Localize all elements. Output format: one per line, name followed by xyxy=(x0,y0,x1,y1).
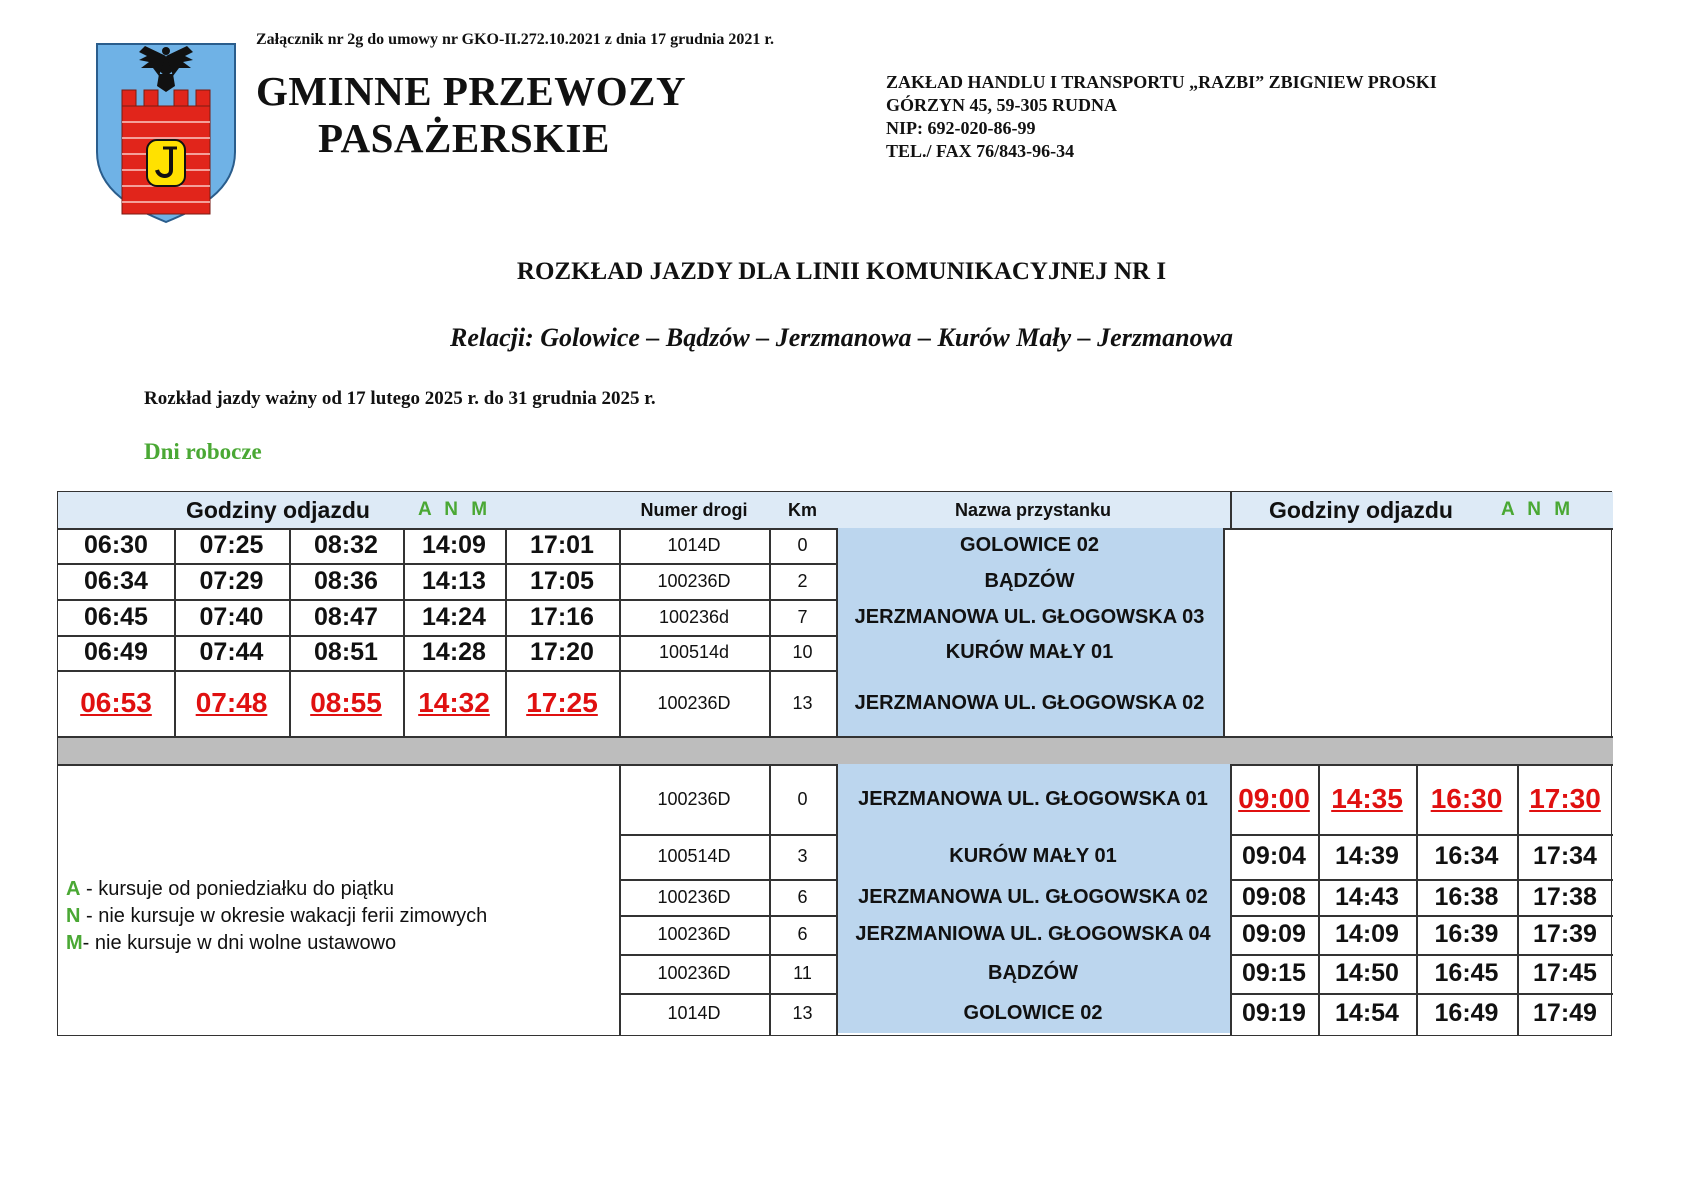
departure-time-text: 08:36 xyxy=(314,566,378,595)
road-number-text: 1014D xyxy=(667,535,721,555)
departure-time-text: 14:50 xyxy=(1335,959,1399,987)
departure-time-text: 16:34 xyxy=(1434,842,1499,870)
km-value xyxy=(769,993,836,1033)
departure-time-text: 08:47 xyxy=(314,602,378,631)
grid-line xyxy=(1517,764,1519,1036)
road-number-text: 100236D xyxy=(657,692,731,713)
departure-time xyxy=(289,599,403,635)
departure-time xyxy=(1416,915,1517,954)
grid-line xyxy=(403,528,405,736)
departure-time xyxy=(289,563,403,599)
stop-name-text: GOLOWICE 02 xyxy=(963,1001,1103,1024)
road-number xyxy=(619,635,769,670)
departure-time xyxy=(403,528,505,563)
km-value-text: 7 xyxy=(797,606,808,627)
departure-time xyxy=(403,563,505,599)
departure-time xyxy=(1318,915,1416,954)
departure-time xyxy=(1517,834,1613,879)
stop-name xyxy=(836,993,1230,1033)
page-title: ROZKŁAD JAZDY DLA LINII KOMUNIKACYJNEJ NR I xyxy=(516,258,1167,285)
legend xyxy=(66,876,487,957)
departure-time-text: 14:28 xyxy=(422,638,486,666)
departure-time-text: 14:13 xyxy=(422,566,486,595)
departure-time xyxy=(1416,764,1517,834)
departure-time-text: 09:08 xyxy=(1242,882,1306,911)
road-number-text: 100236D xyxy=(657,570,731,591)
departure-time-text: 17:38 xyxy=(1533,882,1597,911)
departure-time-text: 14:09 xyxy=(1335,920,1399,948)
km-value-text: 6 xyxy=(797,886,808,907)
departure-time-text: 08:32 xyxy=(314,531,378,559)
stop-name-text: JERZMANOWA UL. GŁOGOWSKA 03 xyxy=(854,605,1205,628)
grid-line xyxy=(1230,492,1232,528)
departure-time xyxy=(58,670,174,736)
departure-time xyxy=(58,635,174,670)
km-value-text: 3 xyxy=(797,846,808,866)
brand-line-2: PASAŻERSKIE xyxy=(318,115,610,161)
km-header-text: Km xyxy=(787,499,817,520)
km-value xyxy=(769,764,836,834)
stop-name xyxy=(836,635,1223,670)
departure-time xyxy=(1416,993,1517,1033)
stop-name-text: BĄDZÓW xyxy=(988,962,1078,984)
stop-name xyxy=(836,670,1223,736)
departure-time xyxy=(403,599,505,635)
km-value xyxy=(769,528,836,563)
departures-header-right xyxy=(1230,492,1613,528)
departure-time xyxy=(1230,993,1318,1033)
road-number-text: 100236D xyxy=(657,963,731,983)
grid-line xyxy=(505,528,507,736)
validity-note: Rozkład jazdy ważny od 17 lutego 2025 r. do 31 grudnia 2025 r. xyxy=(144,388,656,409)
departure-time-text: 14:54 xyxy=(1335,998,1399,1027)
departure-time xyxy=(289,670,403,736)
road-number-text: 100236d xyxy=(658,606,730,627)
departure-time-text: 07:25 xyxy=(199,531,264,559)
departure-time-text: 14:35 xyxy=(1331,783,1403,814)
stop-name xyxy=(836,528,1223,563)
departure-time xyxy=(505,528,619,563)
stop-name xyxy=(836,915,1230,954)
grid-line xyxy=(619,764,621,1036)
grid-line xyxy=(289,528,291,736)
road-number xyxy=(619,915,769,954)
stop-name-text: JERZMANOWA UL. GŁOGOWSKA 02 xyxy=(854,691,1205,714)
stop-name xyxy=(836,764,1230,834)
departure-time xyxy=(289,528,403,563)
departure-time xyxy=(1318,834,1416,879)
departure-time-text: 06:30 xyxy=(84,531,148,559)
departure-time xyxy=(1416,954,1517,993)
departure-time-text: 17:16 xyxy=(530,602,594,631)
km-value xyxy=(769,954,836,993)
company-name: ZAKŁAD HANDLU I TRANSPORTU „RAZBI” ZBIGNIEW PROSKI xyxy=(886,72,1437,92)
departure-time xyxy=(289,635,403,670)
km-value xyxy=(769,670,836,736)
departure-time-text: 17:49 xyxy=(1533,998,1597,1027)
legend-text: - kursuje od poniedziałku do piątku xyxy=(80,878,394,900)
km-value xyxy=(769,599,836,635)
km-value-text: 0 xyxy=(797,788,808,809)
departure-time xyxy=(1230,954,1318,993)
departure-time xyxy=(174,599,289,635)
road-number-text: 1014D xyxy=(667,1002,721,1023)
departure-time xyxy=(1517,764,1613,834)
departure-time-text: 06:34 xyxy=(84,566,148,595)
departure-time xyxy=(1318,879,1416,915)
departure-time-text: 14:32 xyxy=(418,687,490,718)
departure-time xyxy=(1230,834,1318,879)
departure-time xyxy=(1416,834,1517,879)
departure-time xyxy=(1517,993,1613,1033)
stop-name xyxy=(836,954,1230,993)
departure-time-text: 07:40 xyxy=(199,602,264,631)
road-number xyxy=(619,764,769,834)
company-phone: TEL./ FAX 76/843-96-34 xyxy=(886,141,1075,161)
attachment-note: Załącznik nr 2g do umowy nr GKO-II.272.10.2021 z dnia 17 grudnia 2021 r. xyxy=(256,31,774,48)
road-number xyxy=(619,563,769,599)
departure-time xyxy=(1318,993,1416,1033)
road-number xyxy=(619,670,769,736)
departure-time-text: 16:30 xyxy=(1430,783,1503,814)
stop-name-text: JERZMANOWA UL. GŁOGOWSKA 02 xyxy=(858,885,1208,908)
grid-line xyxy=(174,528,176,736)
stop-name-text: KURÓW MAŁY 01 xyxy=(945,641,1114,663)
company-nip: NIP: 692-020-86-99 xyxy=(886,118,1036,138)
departure-time-text: 17:20 xyxy=(530,638,594,666)
departure-time xyxy=(1517,879,1613,915)
stop-name-header xyxy=(836,492,1230,528)
departure-time-text: 17:05 xyxy=(530,566,594,595)
departures-header-left xyxy=(58,492,619,528)
stop-name xyxy=(836,834,1230,879)
legend-item xyxy=(66,930,487,957)
grid-line xyxy=(1223,528,1225,736)
stop-name-text: JERZMANOWA UL. GŁOGOWSKA 01 xyxy=(858,787,1208,810)
legend-key: N xyxy=(66,905,81,927)
road-number-text: 100236D xyxy=(657,886,731,907)
grid-line xyxy=(836,764,838,1036)
departure-time-text: 09:09 xyxy=(1242,920,1306,948)
departure-time xyxy=(174,670,289,736)
route-subtitle: Relacji: Golowice – Bądzów – Jerzmanowa – Kurów Mały – Jerzmanowa xyxy=(450,323,1233,352)
stop-name-header-text: Nazwa przystanku xyxy=(954,499,1112,520)
stop-name-text: KURÓW MAŁY 01 xyxy=(949,845,1117,867)
departure-time xyxy=(1230,764,1318,834)
stop-name xyxy=(836,879,1230,915)
grid-line xyxy=(836,528,838,736)
departure-time xyxy=(174,635,289,670)
departure-time xyxy=(403,635,505,670)
departure-time-text: 17:30 xyxy=(1529,783,1601,814)
departure-time xyxy=(1517,954,1613,993)
km-header xyxy=(769,492,836,528)
road-number-header xyxy=(619,492,769,528)
departures-header-label: Godziny odjazdu xyxy=(185,496,370,523)
brand-line-1: GMINNE PRZEWOZY xyxy=(256,68,687,114)
road-number xyxy=(619,993,769,1033)
stop-name-text: BĄDZÓW xyxy=(984,569,1075,592)
stop-name-text: GOLOWICE 02 xyxy=(960,534,1099,556)
departure-time xyxy=(58,563,174,599)
company-address: GÓRZYN 45, 59-305 RUDNA xyxy=(886,95,1117,115)
departure-time xyxy=(505,670,619,736)
coat-of-arms-icon xyxy=(95,42,237,224)
road-number-text: 100236D xyxy=(657,924,731,944)
departure-time xyxy=(58,599,174,635)
brand-title xyxy=(256,68,686,162)
departure-time-text: 16:39 xyxy=(1434,920,1499,948)
departure-time-text: 17:01 xyxy=(530,531,594,559)
departure-time-text: 09:15 xyxy=(1242,959,1306,987)
departure-time xyxy=(505,599,619,635)
km-value xyxy=(769,834,836,879)
anm-marker: A N M xyxy=(1500,499,1575,520)
legend-text: - nie kursuje w dni wolne ustawowo xyxy=(82,932,397,954)
departure-time xyxy=(174,528,289,563)
departure-time xyxy=(1318,954,1416,993)
legend-text: - nie kursuje w okresie wakacji ferii zimowych xyxy=(80,905,488,927)
road-number xyxy=(619,528,769,563)
departure-time-text: 08:55 xyxy=(310,687,382,718)
departure-time-text: 14:24 xyxy=(422,602,486,631)
legend-item xyxy=(66,876,487,903)
km-value-text: 6 xyxy=(797,924,808,944)
grid-line xyxy=(58,736,1613,738)
anm-marker: A N M xyxy=(417,499,492,520)
road-number-header-text: Numer drogi xyxy=(640,499,748,520)
km-value-text: 10 xyxy=(792,642,813,662)
km-value-text: 0 xyxy=(797,535,808,555)
company-info xyxy=(886,71,1437,163)
departure-time xyxy=(505,563,619,599)
grid-line xyxy=(1318,764,1320,1036)
departure-time xyxy=(505,635,619,670)
stop-name xyxy=(836,563,1223,599)
departure-time-text: 06:53 xyxy=(80,687,152,718)
road-number-text: 100236D xyxy=(657,788,731,809)
km-value-text: 2 xyxy=(797,570,808,591)
departure-time-text: 16:38 xyxy=(1434,882,1499,911)
departure-time-text: 17:25 xyxy=(526,687,598,718)
road-number xyxy=(619,834,769,879)
departure-time-text: 14:39 xyxy=(1335,842,1399,870)
legend-key: A xyxy=(66,878,81,900)
legend-key: M xyxy=(66,932,83,954)
grid-line xyxy=(1230,764,1232,1036)
departure-time xyxy=(1416,879,1517,915)
stop-name-text: JERZMANIOWA UL. GŁOGOWSKA 04 xyxy=(855,923,1211,945)
separator-row xyxy=(58,736,1613,764)
departure-time-text: 09:04 xyxy=(1242,842,1306,870)
departure-time xyxy=(174,563,289,599)
departure-time xyxy=(1230,879,1318,915)
timetable xyxy=(57,491,1612,1036)
departure-time-text: 06:45 xyxy=(84,602,148,631)
grid-line xyxy=(619,528,621,736)
legend-item xyxy=(66,903,487,930)
km-value-text: 13 xyxy=(792,692,813,713)
grid-line xyxy=(769,528,771,736)
departure-time-text: 09:00 xyxy=(1238,783,1310,814)
km-value xyxy=(769,915,836,954)
road-number xyxy=(619,879,769,915)
departure-time-text: 16:45 xyxy=(1434,959,1499,987)
grid-line xyxy=(769,764,771,1036)
km-value-text: 13 xyxy=(792,1002,813,1023)
km-value xyxy=(769,563,836,599)
departure-time-text: 08:51 xyxy=(314,638,378,666)
departure-time-text: 17:45 xyxy=(1533,959,1597,987)
departure-time-text: 14:09 xyxy=(422,531,486,559)
departure-time xyxy=(58,528,174,563)
departure-time xyxy=(1230,915,1318,954)
departure-time-text: 07:29 xyxy=(199,566,264,595)
days-label: Dni robocze xyxy=(144,439,262,464)
departure-time-text: 17:34 xyxy=(1533,842,1597,870)
road-number xyxy=(619,599,769,635)
km-value-text: 11 xyxy=(793,963,812,983)
departure-time-text: 17:39 xyxy=(1533,920,1597,948)
departure-time xyxy=(1318,764,1416,834)
road-number-text: 100514D xyxy=(657,846,731,866)
departure-time xyxy=(403,670,505,736)
departure-time-text: 06:49 xyxy=(84,638,148,666)
departure-time xyxy=(1517,915,1613,954)
departure-time-text: 14:43 xyxy=(1335,882,1399,911)
departure-time-text: 07:48 xyxy=(195,687,268,718)
departure-time-text: 16:49 xyxy=(1434,998,1499,1027)
departure-time-text: 09:19 xyxy=(1242,998,1306,1027)
km-value xyxy=(769,879,836,915)
grid-line xyxy=(1416,764,1418,1036)
road-number xyxy=(619,954,769,993)
road-number-text: 100514d xyxy=(658,642,730,662)
stop-name xyxy=(836,599,1223,635)
km-value xyxy=(769,635,836,670)
departure-time-text: 07:44 xyxy=(199,638,264,666)
departures-header-label: Godziny odjazdu xyxy=(1268,496,1453,523)
